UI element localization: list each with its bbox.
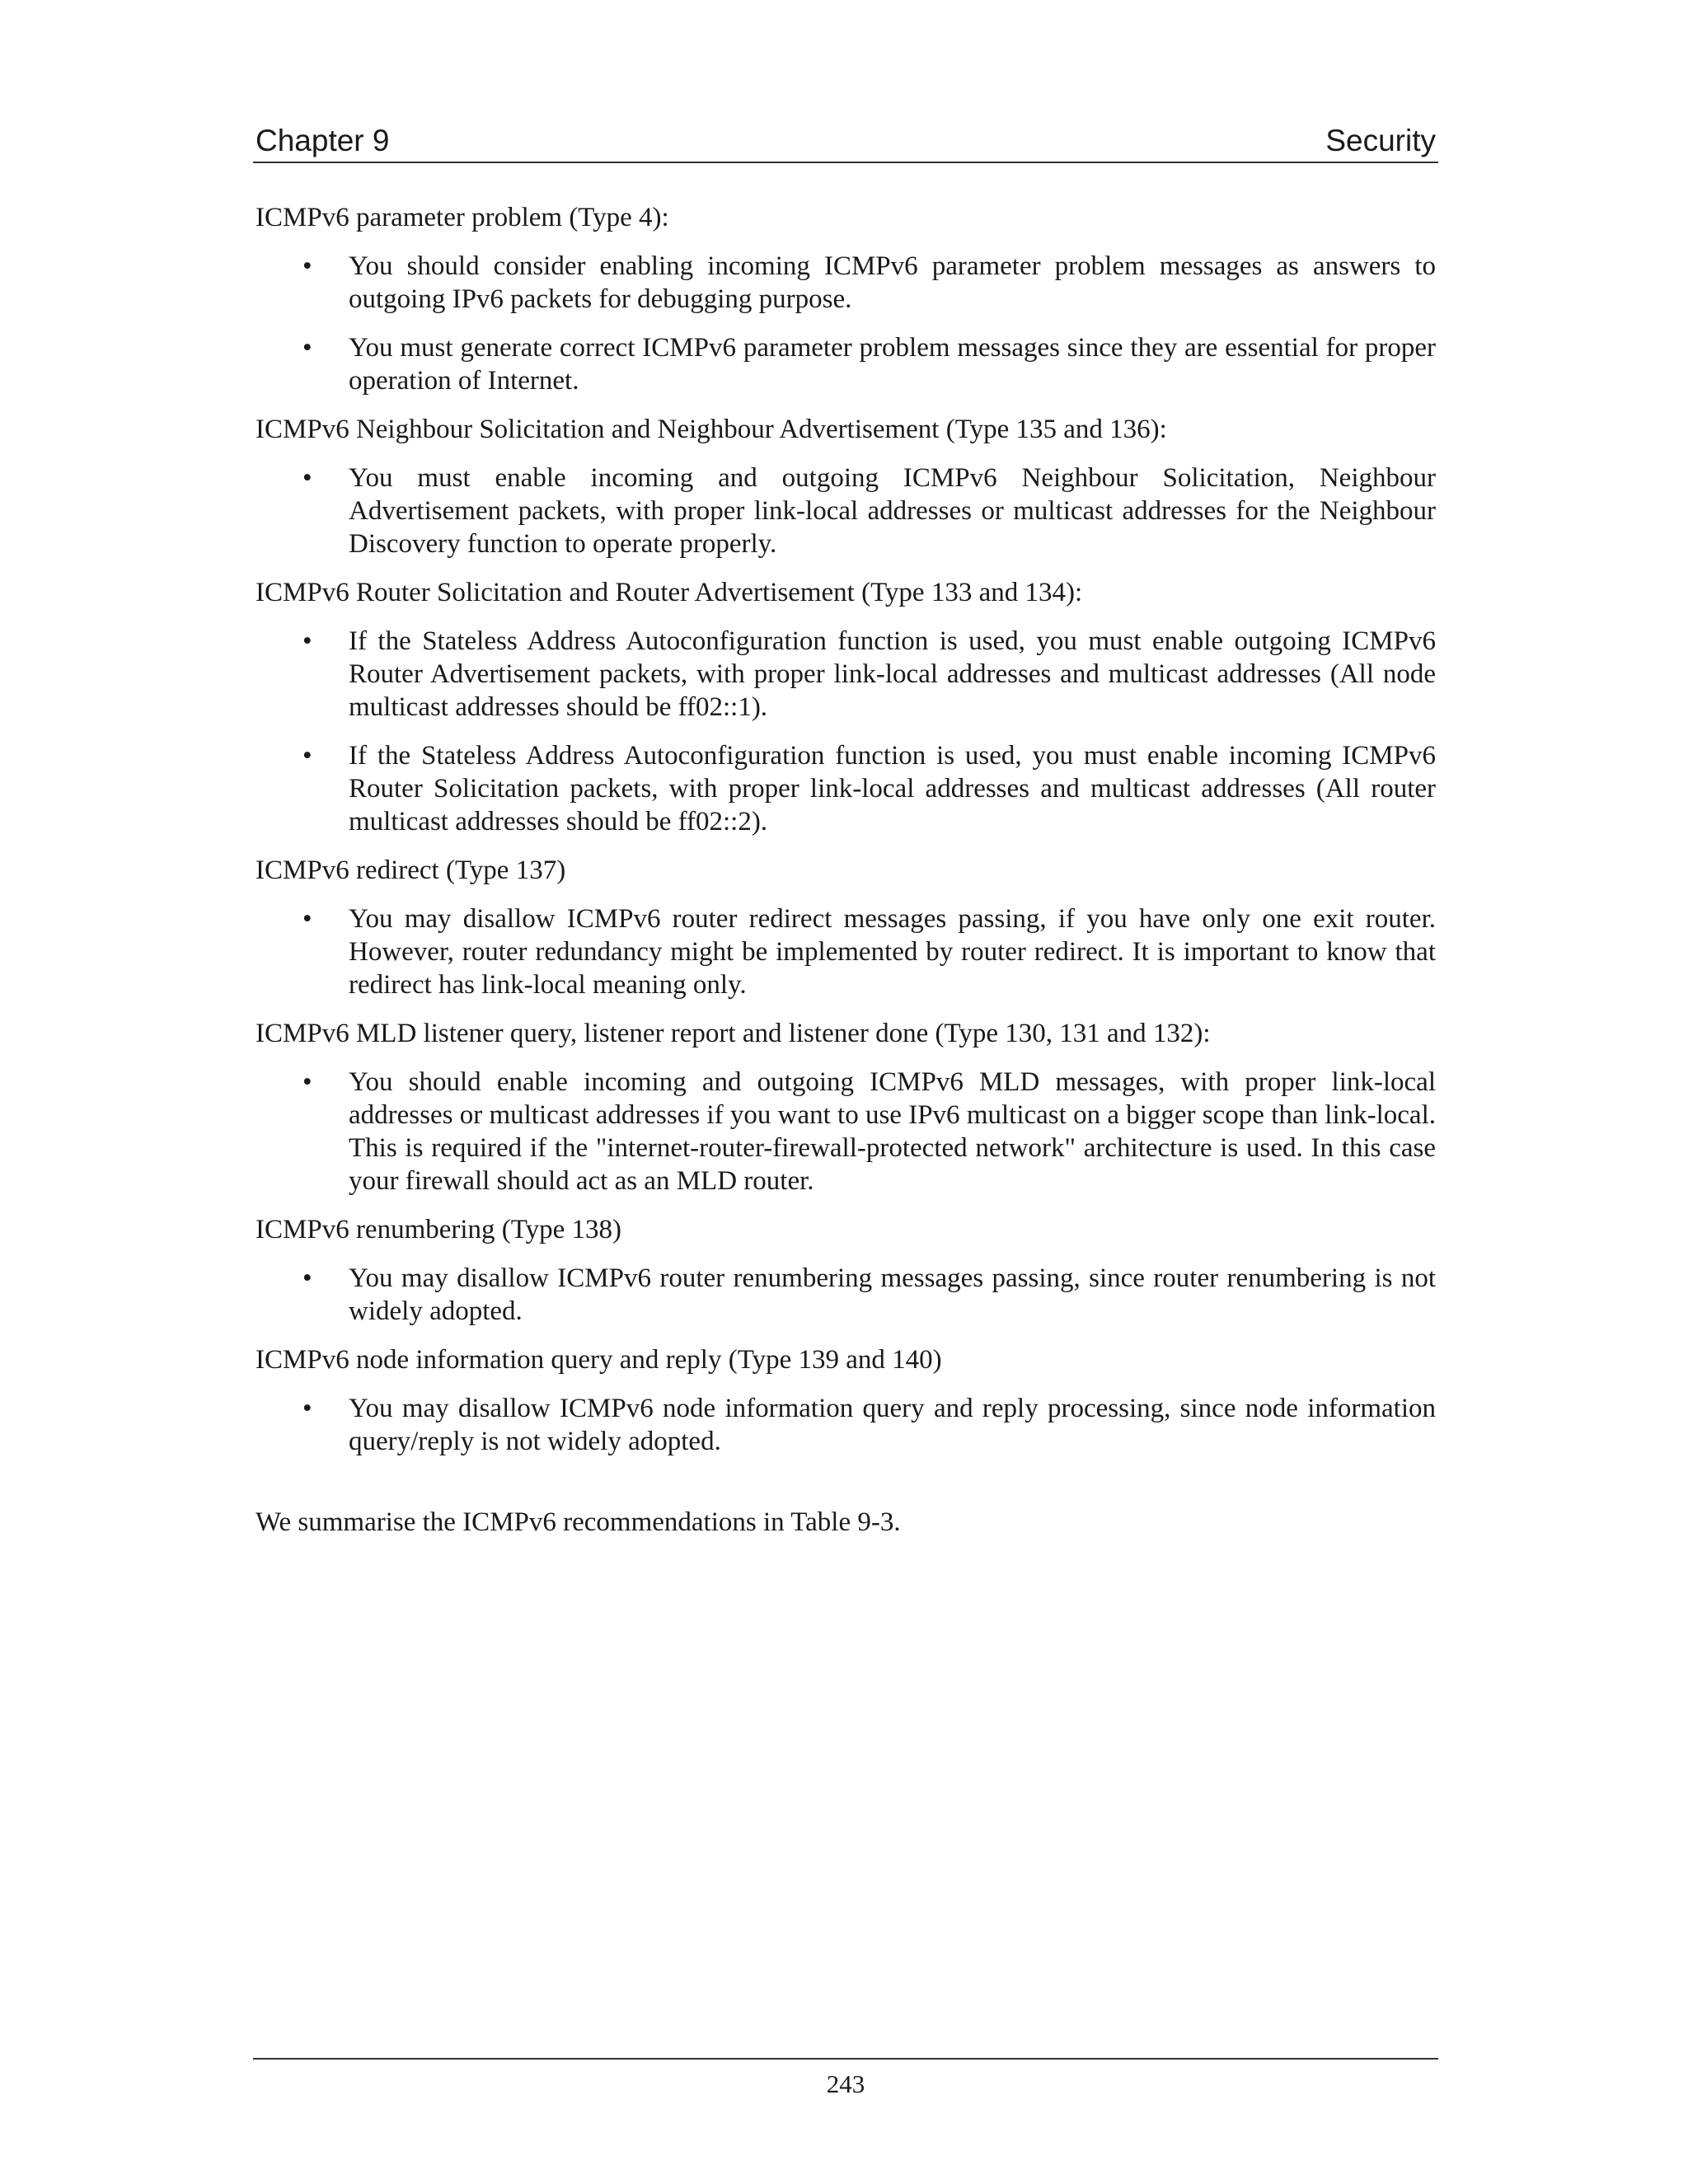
section-node-information <box>256 1343 1436 1458</box>
section-neighbour-discovery <box>256 413 1436 560</box>
list-item <box>256 331 1436 397</box>
bullet-glyph: • <box>302 741 312 771</box>
section-heading: ICMPv6 Neighbour Solicitation and Neighbour Advertisement (Type 135 and 136): <box>256 415 1167 444</box>
list-item <box>256 250 1436 316</box>
header-chapter: Chapter 9 <box>256 124 390 157</box>
list-item-text: You may disallow ICMPv6 node information query and reply processing, since node information query/reply is not widely adopted. <box>349 1394 1436 1456</box>
closing-paragraph: We summarise the ICMPv6 recommendations in Table 9-3. <box>256 1507 901 1537</box>
bullet-glyph: • <box>302 1263 312 1293</box>
section-mld <box>256 1017 1436 1197</box>
bullet-glyph: • <box>302 463 312 493</box>
list-item-text: You may disallow ICMPv6 router redirect messages passing, if you have only one exit router. However, router redundancy might be implemented by router redirect. It is important to know that redirect has link-local meaning only. <box>349 904 1436 1000</box>
section-heading: ICMPv6 parameter problem (Type 4): <box>256 203 669 232</box>
bullet-list <box>256 250 1436 397</box>
bullet-glyph: • <box>302 251 312 281</box>
section-heading: ICMPv6 node information query and reply (Type 139 and 140) <box>256 1345 942 1375</box>
list-item <box>256 625 1436 724</box>
bullet-list <box>256 1262 1436 1328</box>
bullet-list <box>256 625 1436 838</box>
list-item <box>256 739 1436 838</box>
section-heading: ICMPv6 MLD listener query, listener report and listener done (Type 130, 131 and 132): <box>256 1019 1211 1048</box>
page-body <box>256 201 1436 1566</box>
section-heading: ICMPv6 redirect (Type 137) <box>256 855 566 885</box>
bullet-glyph: • <box>302 1394 312 1423</box>
section-heading: ICMPv6 renumbering (Type 138) <box>256 1215 622 1244</box>
list-item-text: If the Stateless Address Autoconfiguration function is used, you must enable incoming ICMPv6 Router Solicitation packets, with proper link-local addresses and multicast addresses (All router multicast addresses should be ff02::2). <box>349 741 1436 837</box>
bullet-glyph: • <box>302 626 312 656</box>
list-item-text: You must generate correct ICMPv6 parameter problem messages since they are essential for proper operation of Internet. <box>349 333 1436 396</box>
bullet-list <box>256 902 1436 1001</box>
bullet-list <box>256 1066 1436 1197</box>
list-item-text: You may disallow ICMPv6 router renumbering messages passing, since router renumbering is not widely adopted. <box>349 1263 1436 1326</box>
bullet-glyph: • <box>302 333 312 363</box>
bullet-list <box>256 462 1436 560</box>
list-item <box>256 1066 1436 1197</box>
bullet-list <box>256 1392 1436 1458</box>
section-redirect <box>256 854 1436 1001</box>
section-parameter-problem <box>256 201 1436 397</box>
section-router-solicitation <box>256 576 1436 838</box>
list-item <box>256 1262 1436 1328</box>
running-footer <box>253 2058 1438 2101</box>
list-item-text: You should enable incoming and outgoing ICMPv6 MLD messages, with proper link-local addresses or multicast addresses if you want to use IPv6 multicast on a bigger scope than link-local. This is required if the "internet-router-firewall-protected network" architecture is used. In this case your firewall should act as an MLD router. <box>349 1067 1436 1196</box>
header-section: Security <box>1325 124 1436 157</box>
list-item-text: You should consider enabling incoming ICMPv6 parameter problem messages as answers to outgoing IPv6 packets for debugging purpose. <box>349 251 1436 314</box>
running-header <box>253 120 1438 163</box>
list-item-text: If the Stateless Address Autoconfiguration function is used, you must enable outgoing ICMPv6 Router Advertisement packets, with proper link-local addresses and multicast addresses (All node multicast addresses should be ff02::1). <box>349 626 1436 722</box>
section-renumbering <box>256 1213 1436 1328</box>
list-item <box>256 462 1436 560</box>
list-item-text: You must enable incoming and outgoing ICMPv6 Neighbour Solicitation, Neighbour Advertisement packets, with proper link-local addresses or multicast addresses for the Neighbour Discovery function to operate properly. <box>349 463 1436 559</box>
section-heading: ICMPv6 Router Solicitation and Router Advertisement (Type 133 and 134): <box>256 578 1083 607</box>
page-number: 243 <box>826 2069 865 2098</box>
bullet-glyph: • <box>302 904 312 934</box>
list-item <box>256 902 1436 1001</box>
bullet-glyph: • <box>302 1067 312 1097</box>
list-item <box>256 1392 1436 1458</box>
